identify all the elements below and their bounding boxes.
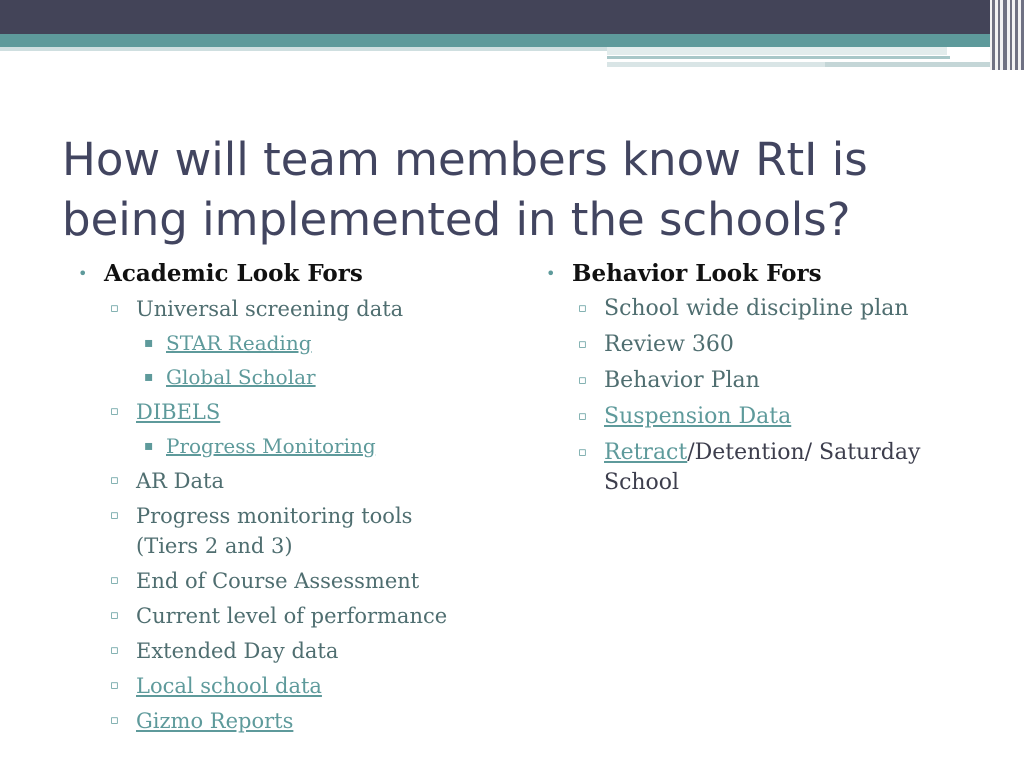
review-360-text: Review 360: [604, 332, 734, 357]
list-item: [540, 402, 980, 432]
title-line-1: How will team members know RtI is: [62, 133, 868, 186]
bullet-icon: ▫: [578, 409, 587, 424]
header-accent-line: [607, 47, 947, 55]
list-item: [540, 294, 980, 324]
list-item: [72, 466, 492, 496]
progress-tools-text-2: (Tiers 2 and 3): [136, 534, 293, 558]
header-accent-line: [607, 56, 950, 59]
bullet-icon: ▫: [110, 508, 119, 523]
bullet-icon: ▫: [110, 473, 119, 488]
detention-text: /Detention/ Saturday: [687, 440, 921, 465]
academic-heading-item: [72, 258, 492, 290]
current-level-text: Current level of performance: [136, 604, 448, 628]
header-accent-line: [607, 62, 825, 67]
ar-data-text: AR Data: [136, 469, 224, 493]
list-item: [72, 432, 492, 461]
behavior-column: [540, 258, 980, 504]
local-school-data-link[interactable]: Local school data: [136, 674, 322, 698]
extended-day-text: Extended Day data: [136, 639, 339, 663]
list-item: [72, 671, 492, 701]
bullet-icon: ▫: [110, 678, 119, 693]
bullet-icon: ▫: [110, 404, 119, 419]
list-item: [540, 438, 980, 498]
discipline-plan-text: School wide discipline plan: [604, 296, 909, 321]
bullet-icon: ▪: [144, 438, 154, 454]
star-reading-link[interactable]: STAR Reading: [166, 331, 312, 355]
bullet-icon: ▫: [578, 301, 587, 316]
bullet-icon: ▫: [578, 445, 587, 460]
list-item: [72, 566, 492, 596]
universal-screening-text: Universal screening data: [136, 297, 404, 321]
global-scholar-link[interactable]: Global Scholar: [166, 365, 316, 389]
list-item: [72, 706, 492, 736]
behavior-heading: Behavior Look Fors: [572, 260, 822, 287]
behavior-heading-item: [540, 258, 980, 290]
list-item: [72, 363, 492, 392]
school-text: School: [604, 470, 680, 495]
slide-title: [62, 130, 962, 250]
bullet-icon: ▫: [110, 643, 119, 658]
list-item: [72, 329, 492, 358]
bullet-icon: •: [78, 264, 88, 283]
academic-heading: Academic Look Fors: [104, 260, 363, 287]
list-item: [540, 330, 980, 360]
list-item: [72, 397, 492, 427]
bullet-icon: ▪: [144, 369, 154, 385]
header-vertical-bars: [990, 0, 1024, 70]
list-item: [72, 501, 492, 561]
bullet-icon: ▪: [144, 335, 154, 351]
behavior-plan-text: Behavior Plan: [604, 368, 760, 393]
dibels-link[interactable]: DIBELS: [136, 400, 221, 424]
list-item: [72, 601, 492, 631]
bullet-icon: ▫: [578, 373, 587, 388]
suspension-data-link[interactable]: Suspension Data: [604, 404, 792, 429]
academic-column: [72, 258, 492, 741]
retract-link[interactable]: Retract: [604, 440, 688, 465]
list-item: [72, 636, 492, 666]
bullet-icon: ▫: [578, 337, 587, 352]
progress-tools-text: Progress monitoring tools: [136, 504, 413, 528]
bullet-icon: •: [546, 264, 556, 283]
list-item: [540, 366, 980, 396]
header-accent-line: [825, 62, 995, 67]
gizmo-reports-link[interactable]: Gizmo Reports: [136, 709, 294, 733]
progress-monitoring-link[interactable]: Progress Monitoring: [166, 434, 376, 458]
header-band-dark: [0, 0, 1024, 34]
bullet-icon: ▫: [110, 608, 119, 623]
title-line-2: being implemented in the schools?: [62, 193, 851, 246]
eoc-text: End of Course Assessment: [136, 569, 420, 593]
list-item: [72, 294, 492, 324]
header-band-teal: [0, 34, 1024, 47]
bullet-icon: ▫: [110, 301, 119, 316]
header-band-light: [0, 47, 608, 51]
bullet-icon: ▫: [110, 573, 119, 588]
bullet-icon: ▫: [110, 713, 119, 728]
